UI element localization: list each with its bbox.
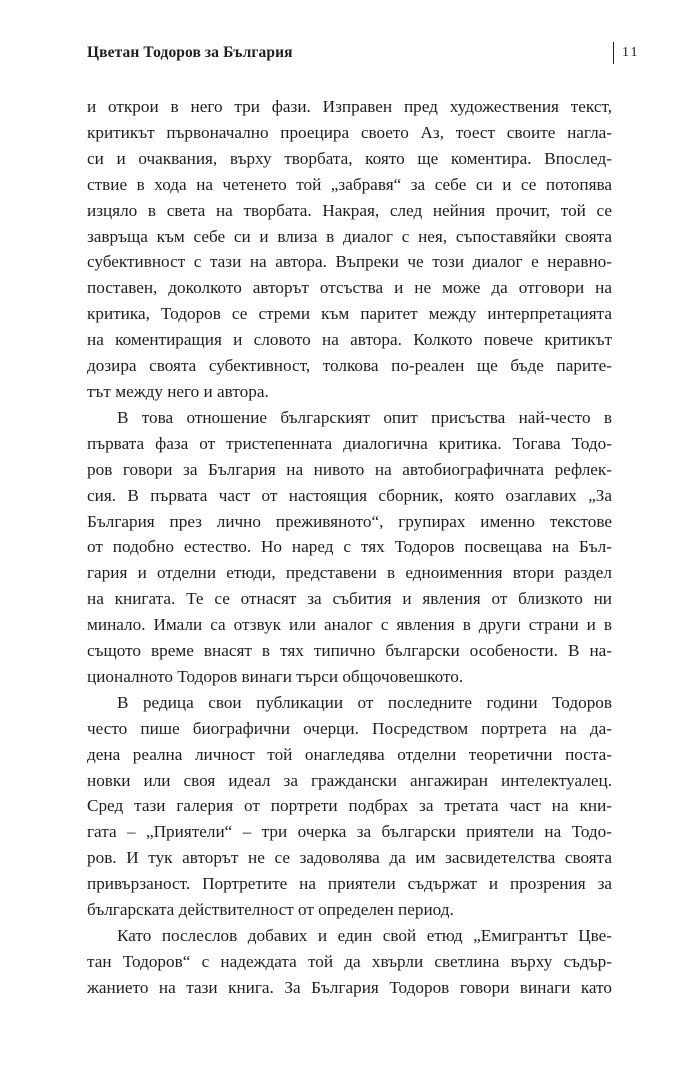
text-line: на книгата. Те се отнасят за събития и явления от близкото ни — [87, 589, 612, 609]
folio-divider — [613, 42, 614, 64]
text-line: жанието на тази книга. За България Тодоров говори винаги като — [87, 977, 612, 997]
text-line: изцяло в света на творбата. Накрая, след нейния прочит, той се — [87, 200, 612, 220]
page-number: 11 — [622, 45, 640, 60]
text-line: тан Тодоров“ с надеждата той да хвърли светлина върху съдър- — [87, 951, 612, 971]
text-line: ционалното Тодоров винаги търси общочовешкото. — [87, 666, 464, 686]
text-line: и открои в него три фази. Изправен пред художествения текст, — [87, 97, 612, 116]
text-line: същото време внасят в тях типично български особености. В на- — [87, 641, 612, 661]
text-line: от подобно естество. Но наред с тях Тодоров посвещава на Бъл- — [87, 537, 612, 557]
text-line: Сред тази галерия от портрети подбрах за третата част на кни- — [87, 796, 612, 816]
running-head-title: Цветан Тодоров за България — [87, 44, 293, 61]
text-line: привързаност. Портретите на приятели съдържат и прозрения за — [87, 874, 612, 894]
text-line: В това отношение българският опит присъства най-често в — [117, 407, 612, 427]
paragraph — [87, 405, 612, 690]
text-line: ров. И тук авторът не се задоволява да им засвидетелства своята — [87, 848, 612, 868]
text-line: критикът първоначално проецира своето Аз, тоест своите нагла- — [87, 122, 612, 142]
paragraph — [87, 94, 612, 405]
text-line: често пише биографични очерци. Посредством портрета на да- — [87, 718, 612, 738]
text-line: ствие в хода на четенето той „забравя“ за себе си и се потопява — [87, 174, 612, 194]
paragraph — [87, 923, 612, 1001]
text-line: минало. Имали са отзвук или аналог с явления в други страни и в — [87, 615, 612, 635]
text-line: субективност с тази на автора. Въпреки че този диалог е неравно- — [87, 252, 612, 272]
text-line: новки или своя идеал за граждански ангажиран интелектуалец. — [87, 770, 612, 790]
text-line: България през лично преживяното“, групирах именно текстове — [87, 511, 612, 531]
text-line: си и очаквания, върху творбата, която ще коментира. Впослед- — [87, 148, 612, 168]
text-line: сия. В първата част от настоящия сборник, която озаглавих „За — [87, 485, 612, 505]
body-text — [87, 94, 612, 1001]
paragraph — [87, 690, 612, 923]
text-line: тът между него и автора. — [87, 381, 269, 401]
folio — [613, 42, 639, 64]
text-line: дозира своята субективност, толкова по-реален ще бъде паритe- — [87, 356, 612, 376]
text-line: поставен, доколкото авторът отсъства и не може да отговори на — [87, 278, 612, 298]
text-line: гата – „Приятели“ – три очерка за български приятели на Тодо- — [87, 822, 612, 842]
text-line: завръща към себе си и влиза в диалог с нея, съпоставяйки своята — [87, 226, 612, 246]
text-line: гария и отделни етюди, представени в едноименния втори раздел — [87, 563, 612, 583]
text-line: дена реална личност той онагледява отделни теоретични поста- — [87, 744, 612, 764]
text-line: българската действителност от определен период. — [87, 900, 454, 920]
text-line: на коментиращия и словото на автора. Колкото повече критикът — [87, 330, 612, 350]
text-line: ров говори за България на нивото на автобиографичната рефлек- — [87, 459, 612, 479]
text-line: критика, Тодоров се стреми към паритет между интерпретацията — [87, 304, 612, 324]
text-line: първата фаза от тристепенната диалогична критика. Тогава Тодо- — [87, 433, 612, 453]
text-line: Като послеслов добавих и един свой етюд „Емигрантът Цве- — [117, 926, 612, 945]
text-line: В редица свои публикации от последните години Тодоров — [117, 692, 612, 712]
